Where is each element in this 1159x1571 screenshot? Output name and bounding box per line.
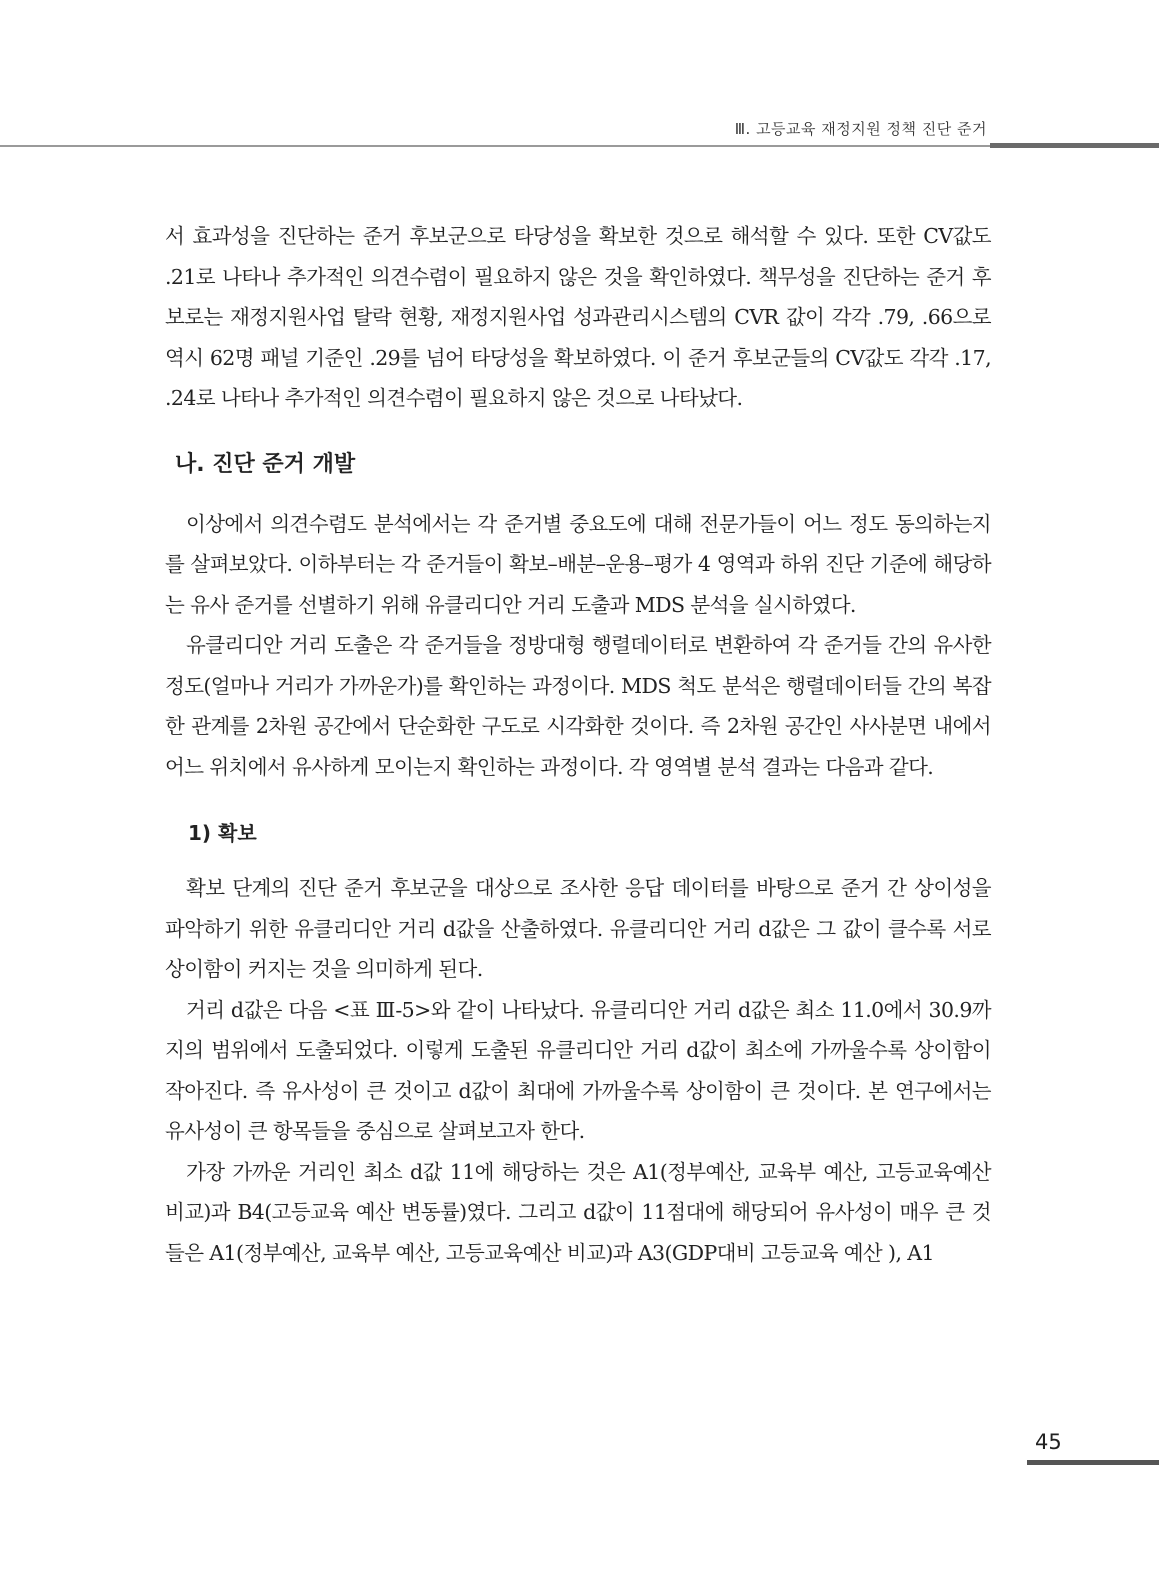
page-body xyxy=(165,216,991,1273)
header-rule-accent xyxy=(990,143,1159,148)
section-heading: 나. 진단 준거 개발 xyxy=(175,451,356,477)
footer-rule xyxy=(1027,1460,1159,1465)
paragraph: 가장 가까운 거리인 최소 d값 11에 해당하는 것은 A1(정부예산, 교육부 예산, 고등교육예산 비교)과 B4(고등교육 예산 변동률)였다. 그리고 d값이 11점대에 해당되어 유사성이 매우 큰 것들은 A1(정부예산, 교육부 예산, 고등교육예산 비교)과 A3(GDP대비 고등교육 예산 ), A1 xyxy=(165,1159,991,1265)
header-rule xyxy=(0,145,990,147)
paragraph: 서 효과성을 진단하는 준거 후보군으로 타당성을 확보한 것으로 해석할 수 있다. 또한 CV값도 .21로 나타나 추가적인 의견수렴이 필요하지 않은 것을 확인하였다. 책무성을 진단하는 준거 후보로는 재정지원사업 탈락 현황, 재정지원사업 성과관리시스템의 CVR 값이 각각 .79, .66으로 역시 62명 패널 기준인 .29를 넘어 타당성을 확보하였다. 이 준거 후보군들의 CV값도 각각 .17, .24로 나타나 추가적인 의견수렴이 필요하지 않은 것으로 나타났다. xyxy=(165,224,991,410)
paragraph: 이상에서 의견수렴도 분석에서는 각 준거별 중요도에 대해 전문가들이 어느 정도 동의하는지를 살펴보았다. 이하부터는 각 준거들이 확보–배분–운용–평가 4 영역과 하위 진단 기준에 해당하는 유사 준거를 선별하기 위해 유클리디안 거리 도출과 MDS 분석을 실시하였다. xyxy=(165,511,991,617)
subsection-heading: 1) 확보 xyxy=(188,821,257,845)
spacer xyxy=(165,846,991,868)
spacer xyxy=(165,478,991,504)
spacer xyxy=(165,419,991,447)
paragraph: 확보 단계의 진단 준거 후보군을 대상으로 조사한 응답 데이터를 바탕으로 준거 간 상이성을 파악하기 위한 유클리디안 거리 d값을 산출하였다. 유클리디안 거리 d값은 그 값이 클수록 서로 상이함이 커지는 것을 의미하게 된다. xyxy=(165,876,991,981)
spacer xyxy=(165,787,991,817)
paragraph: 유클리디안 거리 도출은 각 준거들을 정방대형 행렬데이터로 변환하여 각 준거들 간의 유사한 정도(얼마나 거리가 가까운가)를 확인하는 과정이다. MDS 척도 분석은 행렬데이터들 간의 복잡한 관계를 2차원 공간에서 단순화한 구도로 시각화한 것이다. 즉 2차원 공간인 사사분면 내에서 어느 위치에서 유사하게 모이는지 확인하는 과정이다. 각 영역별 분석 결과는 다음과 같다. xyxy=(165,633,991,779)
paragraph: 거리 d값은 다음 <표 Ⅲ-5>와 같이 나타났다. 유클리디안 거리 d값은 최소 11.0에서 30.9까지의 범위에서 도출되었다. 이렇게 도출된 유클리디안 거리 d값이 최소에 가까울수록 상이함이 작아진다. 즉 유사성이 큰 것이고 d값이 최대에 가까울수록 상이함이 큰 것이다. 본 연구에서는 유사성이 큰 항목들을 중심으로 살펴보고자 한다. xyxy=(165,997,991,1143)
page-number: 45 xyxy=(1035,1430,1062,1454)
running-title: Ⅲ. 고등교육 재정지원 정책 진단 준거 xyxy=(734,120,987,138)
